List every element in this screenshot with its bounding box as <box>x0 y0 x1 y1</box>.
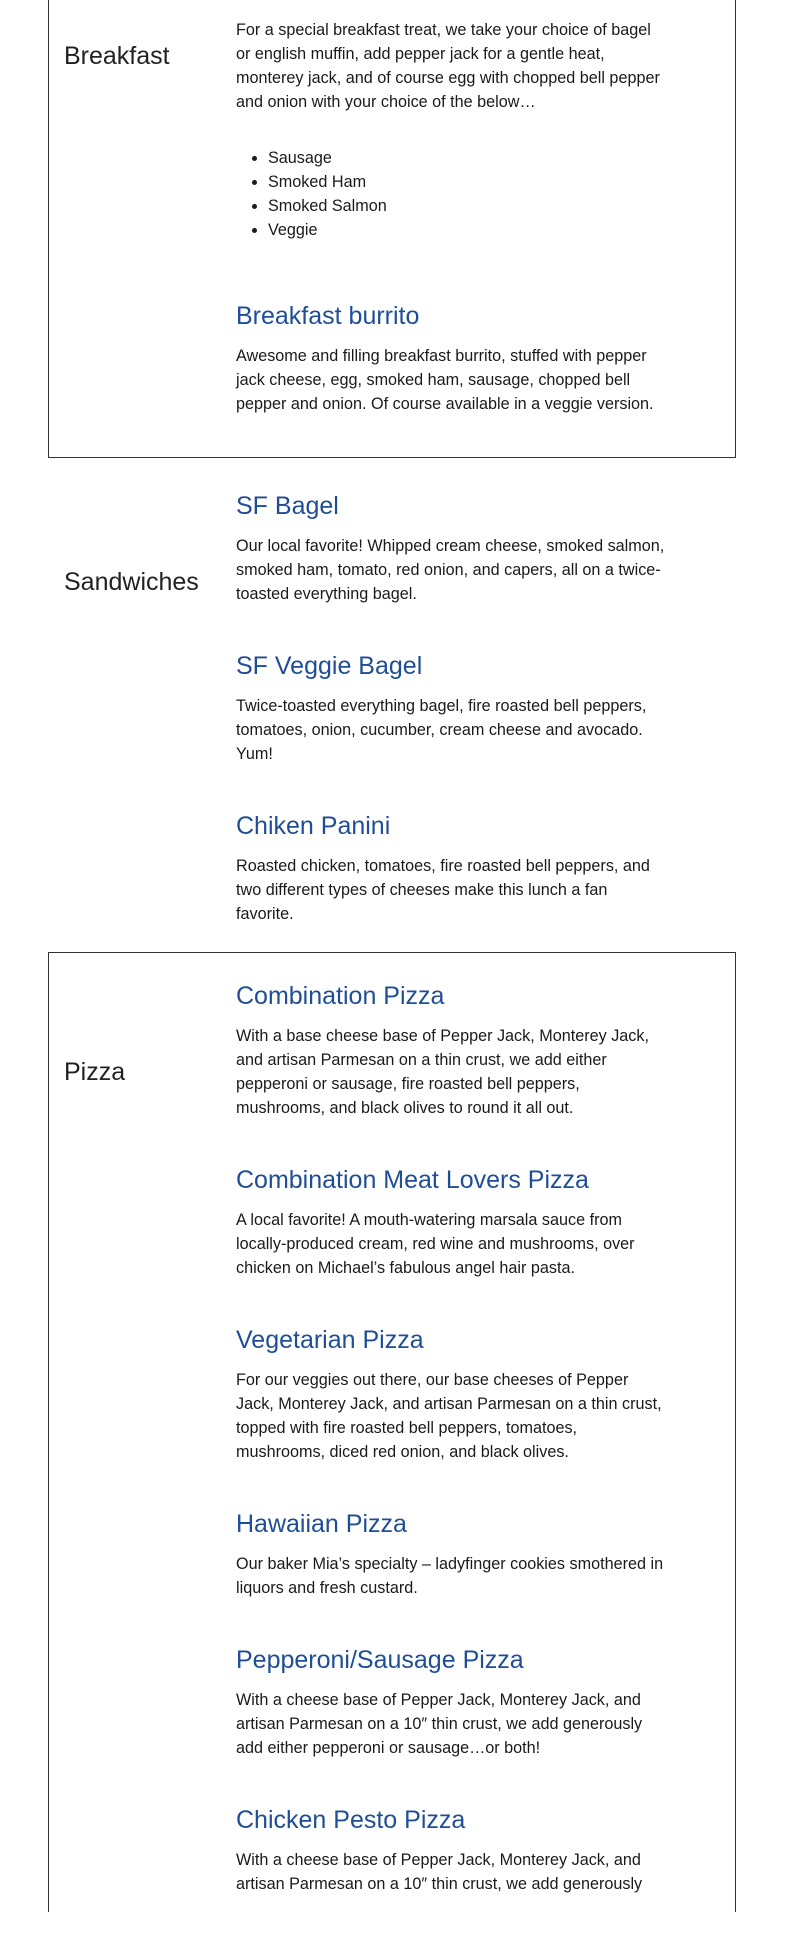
menu-item <box>236 1644 666 1760</box>
menu-item-title: SF Veggie Bagel <box>236 652 423 680</box>
menu-item-title: SF Bagel <box>236 492 339 520</box>
menu-item-title: Breakfast burrito <box>236 302 420 330</box>
menu-item-desc: With a cheese base of Pepper Jack, Monterey Jack, and artisan Parmesan on a 10″ thin crust, we add generously add either pepperoni or sausage…or both! <box>236 1691 643 1757</box>
menu-item-desc: Roasted chicken, tomatoes, fire roasted bell peppers, and two different types of cheeses make this lunch a fan favorite. <box>236 857 650 923</box>
menu-item-desc: A local favorite! A mouth-watering marsala sauce from locally-produced cream, red wine and mushrooms, over chicken on Michael’s fabulous angel hair pasta. <box>236 1211 635 1277</box>
list-item: • Smoked Salmon <box>268 194 666 218</box>
menu-item-desc: With a base cheese base of Pepper Jack, Monterey Jack, and artisan Parmesan on a thin crust, we add either pepperoni or sausage, fire roasted bell peppers, mushrooms, and black olives to round it all out. <box>236 1027 649 1117</box>
menu-item <box>236 1508 666 1600</box>
menu-item <box>236 1324 666 1464</box>
breakfast-options-list <box>236 146 666 242</box>
menu-item-desc: Our local favorite! Whipped cream cheese, smoked salmon, smoked ham, tomato, red onion, and capers, all on a twice-toasted everything bagel. <box>236 537 665 603</box>
list-item: • Sausage <box>268 146 666 170</box>
menu-item <box>236 490 666 606</box>
breakfast-intro: For a special breakfast treat, we take your choice of bagel or english muffin, add pepper jack for a gentle heat, monterey jack, and of course egg with chopped bell pepper and onion with your choice of the below… <box>236 21 660 111</box>
menu-item <box>236 1804 666 1896</box>
category-title-sandwiches: Sandwiches <box>64 568 199 596</box>
menu-item-desc: Awesome and filling breakfast burrito, stuffed with pepper jack cheese, egg, smoked ham, sausage, chopped bell pepper and onion. Of course available in a veggie version. <box>236 347 654 413</box>
menu-item-desc: Our baker Mia’s specialty – ladyfinger cookies smothered in liquors and fresh custard. <box>236 1555 664 1597</box>
menu-item-title: Chicken Pesto Pizza <box>236 1806 466 1834</box>
category-title-breakfast: Breakfast <box>64 42 170 70</box>
menu-item-title: Combination Pizza <box>236 982 445 1010</box>
menu-item-desc: For our veggies out there, our base cheeses of Pepper Jack, Monterey Jack, and artisan Parmesan on a thin crust, topped with fire roasted bell peppers, tomatoes, mushrooms, diced red onion, and black olives. <box>236 1371 662 1461</box>
menu-item-desc: Twice-toasted everything bagel, fire roasted bell peppers, tomatoes, onion, cucumber, cream cheese and avocado. Yum! <box>236 697 647 763</box>
category-title-pizza: Pizza <box>64 1058 126 1086</box>
menu-item-title: Hawaiian Pizza <box>236 1510 407 1538</box>
menu-item-desc: With a cheese base of Pepper Jack, Monterey Jack, and artisan Parmesan on a 10″ thin crust, we add generously <box>236 1851 643 1893</box>
menu-item <box>236 810 666 926</box>
menu-item-title: Combination Meat Lovers Pizza <box>236 1166 589 1194</box>
menu-item-title: Vegetarian Pizza <box>236 1326 424 1354</box>
list-item: • Veggie <box>268 218 666 242</box>
menu-item-title: Chiken Panini <box>236 812 391 840</box>
menu-item <box>236 980 666 1120</box>
menu-item <box>236 650 666 766</box>
menu-item <box>236 300 666 416</box>
menu-item <box>236 1164 666 1280</box>
menu-item-title: Pepperoni/Sausage Pizza <box>236 1646 524 1674</box>
list-item: • Smoked Ham <box>268 170 666 194</box>
